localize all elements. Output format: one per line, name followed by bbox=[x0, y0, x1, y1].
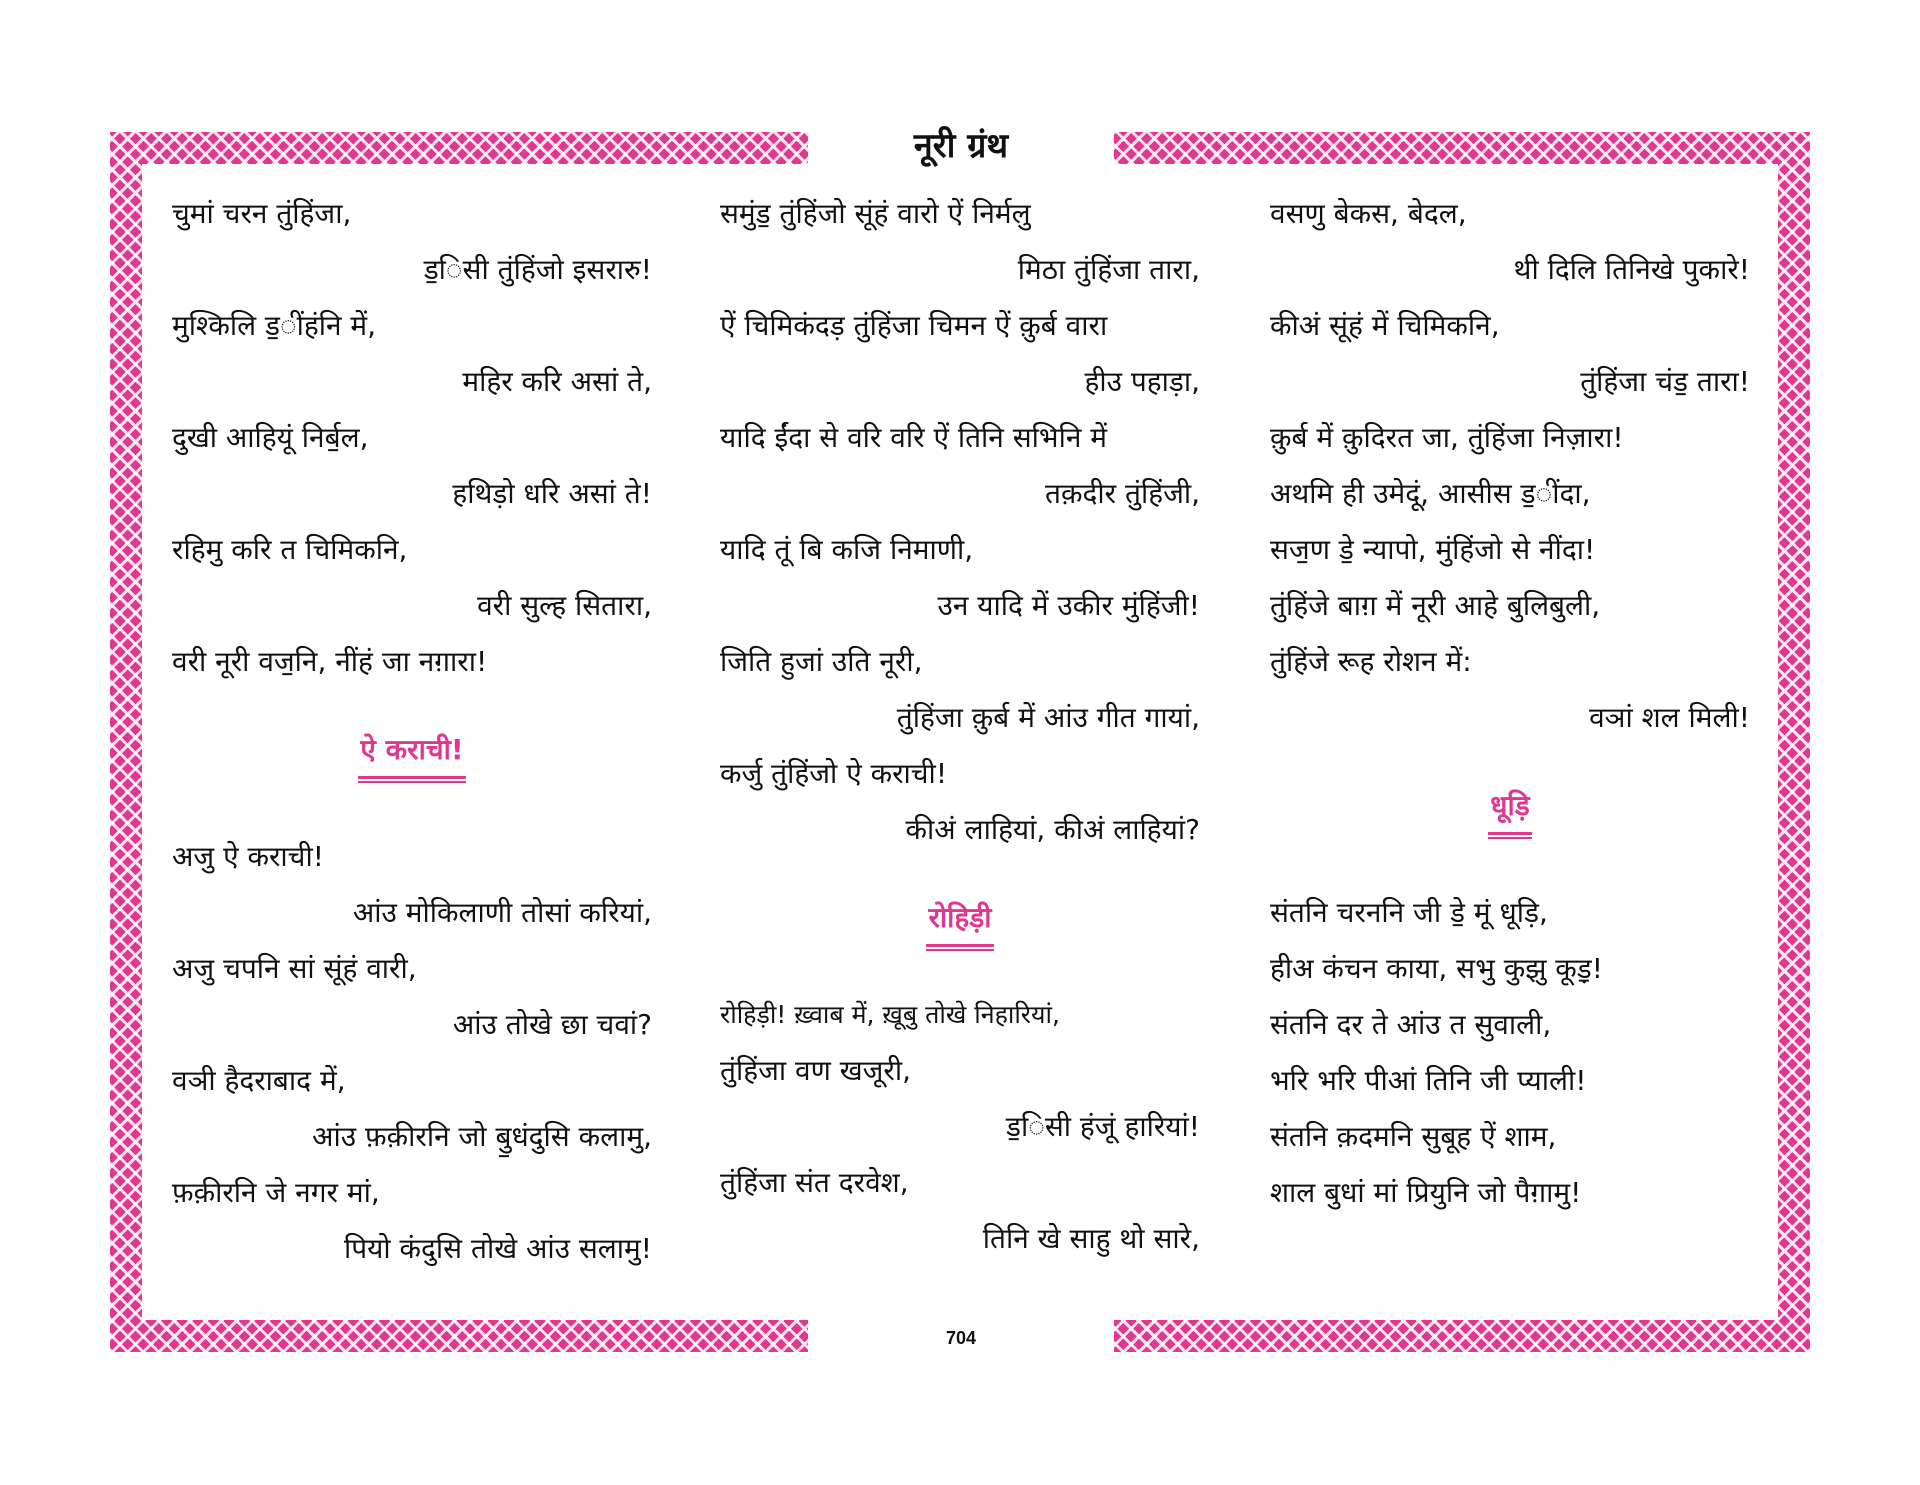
poem-heading: रोहिड़ी bbox=[926, 898, 993, 947]
footer bbox=[808, 1318, 1114, 1358]
verse-line: वरी नूरी वज॒नि, नींहं जा नग़ारा! bbox=[172, 645, 488, 678]
verse-line: तुंहिंजा वण खजूरी, bbox=[720, 1054, 912, 1087]
verse-line: यादि ईंदा से वरि वरि ऐं तिनि सभिनि में bbox=[720, 421, 1108, 454]
verse-line: ड॒िसी हंजूं हारियां! bbox=[1005, 1110, 1200, 1143]
verse-line: आंउ तोखे छा चवां? bbox=[452, 1008, 652, 1041]
verse-line: अथमि ही उमेदूं, आसीस ड॒ींदा, bbox=[1270, 477, 1591, 510]
verse-line: संतनि क़दमनि सुबूह ऐं शाम, bbox=[1270, 1120, 1557, 1153]
verse-line: तिनि खे साहु थो सारे, bbox=[982, 1222, 1200, 1255]
verse-line: रहिमु करि त चिमिकनि, bbox=[172, 533, 408, 566]
verse-line: कीअं सूंहं में चिमिकनि, bbox=[1270, 309, 1500, 342]
column-3 bbox=[1270, 186, 1750, 1221]
verse-line: वञी हैदराबाद में, bbox=[172, 1064, 346, 1097]
verse-line: फ़क़ीरनि जे नगर मां, bbox=[172, 1176, 380, 1209]
verse-line: तुंहिंजे रूह रोशन में: bbox=[1270, 645, 1472, 678]
poem-heading: धूड़ि bbox=[1488, 786, 1531, 835]
verse-line: तुंहिंजा चंड॒ तारा! bbox=[1580, 365, 1750, 398]
verse-line: सज॒ण डे॒ न्यापो, मुंहिंजो से नींदा! bbox=[1270, 533, 1596, 566]
verse-line: चुमां चरन तुंहिंजा, bbox=[172, 197, 352, 230]
verse-line: पियो कंदुसि तोखे आंउ सलामु! bbox=[343, 1232, 652, 1265]
verse-line: तुंहिंजा संत दरवेश, bbox=[720, 1166, 909, 1199]
verse-line: वञां शल मिली! bbox=[1589, 701, 1750, 734]
verse-line: समुंड॒ तुंहिंजो सूंहं वारो ऐं निर्मलु bbox=[720, 197, 1031, 230]
verse-line: मुश्किलि ड॒ींहंनि में, bbox=[172, 309, 377, 342]
verse-line: तुंहिंजे बाग़ में नूरी आहे बुलिबुली, bbox=[1270, 589, 1601, 622]
verse-line: तक़दीर तुंहिंजी, bbox=[1045, 477, 1200, 510]
verse-line: मिठा तुंहिंजा तारा, bbox=[1017, 253, 1200, 286]
verse-line: यादि तूं बि कजि निमाणी, bbox=[720, 533, 974, 566]
verse-line: ऐं चिमिकंदड़ तुंहिंजा चिमन ऐं क़ुर्ब वारा bbox=[720, 309, 1108, 342]
verse-line: कर्जु तुंहिंजो ऐ कराची! bbox=[720, 757, 948, 790]
verse-line: भरि भरि पीआं तिनि जी प्याली! bbox=[1270, 1064, 1587, 1097]
poem-heading: ऐ कराची! bbox=[358, 730, 465, 779]
verse-line: संतनि दर ते आंउ त सुवाली, bbox=[1270, 1008, 1552, 1041]
verse-line: शाल बुधां मां प्रियुनि जो पैग़ामु! bbox=[1270, 1176, 1582, 1209]
verse-line: आंउ मोकिलाणी तोसां करियां, bbox=[352, 896, 652, 929]
verse-line: हथिड़ो धरि असां ते! bbox=[452, 477, 652, 510]
verse-line: हीअ कंचन काया, सभु कुझु कूड़॒! bbox=[1270, 952, 1603, 985]
verse-line: जिति हुजां उति नूरी, bbox=[720, 645, 923, 678]
verse-line: क़ुर्ब में क़ुदिरत जा, तुंहिंजा निज़ारा! bbox=[1270, 421, 1624, 454]
verse-line: रोहिड़ी! ख़्वाब में, ख़ूबु तोखे निहारियां, bbox=[720, 1000, 1060, 1029]
page-number: 704 bbox=[945, 1327, 977, 1348]
column-1 bbox=[172, 186, 652, 1277]
verse-line: हीउ पहाड़ा, bbox=[1084, 365, 1200, 398]
header bbox=[808, 120, 1114, 168]
verse-line: अजु ऐ कराची! bbox=[172, 840, 324, 873]
book-title: नूरी ग्रंथ bbox=[913, 126, 1009, 166]
verse-line: वसणु बेकस, बेदल, bbox=[1270, 197, 1467, 230]
verse-line: संतनि चरननि जी डे॒ मूं धूड़ि, bbox=[1270, 896, 1548, 929]
verse-line: दुखी आहियूं निर्ब॒ल, bbox=[172, 421, 369, 454]
verse-line: कीअं लाहियां, कीअं लाहियां? bbox=[905, 813, 1200, 846]
verse-line: वरी सुल्ह सितारा, bbox=[477, 589, 652, 622]
verse-line: ड॒िसी तुंहिंजो इसरारु! bbox=[423, 253, 652, 286]
column-2 bbox=[720, 186, 1200, 1267]
verse-line: अजु चपनि सां सूंहं वारी, bbox=[172, 952, 417, 985]
verse-line: तुंहिंजा क़ुर्ब में आंउ गीत गायां, bbox=[896, 701, 1200, 734]
verse-line: महिर करि असां ते, bbox=[462, 365, 652, 398]
verse-line: थी दिलि तिनिखे पुकारे! bbox=[1513, 253, 1750, 286]
verse-line: आंउ फ़क़ीरनि जो बु॒धंदुसि कलामु, bbox=[312, 1120, 652, 1153]
verse-line: उन यादि में उकीर मुंहिंजी! bbox=[937, 589, 1200, 622]
